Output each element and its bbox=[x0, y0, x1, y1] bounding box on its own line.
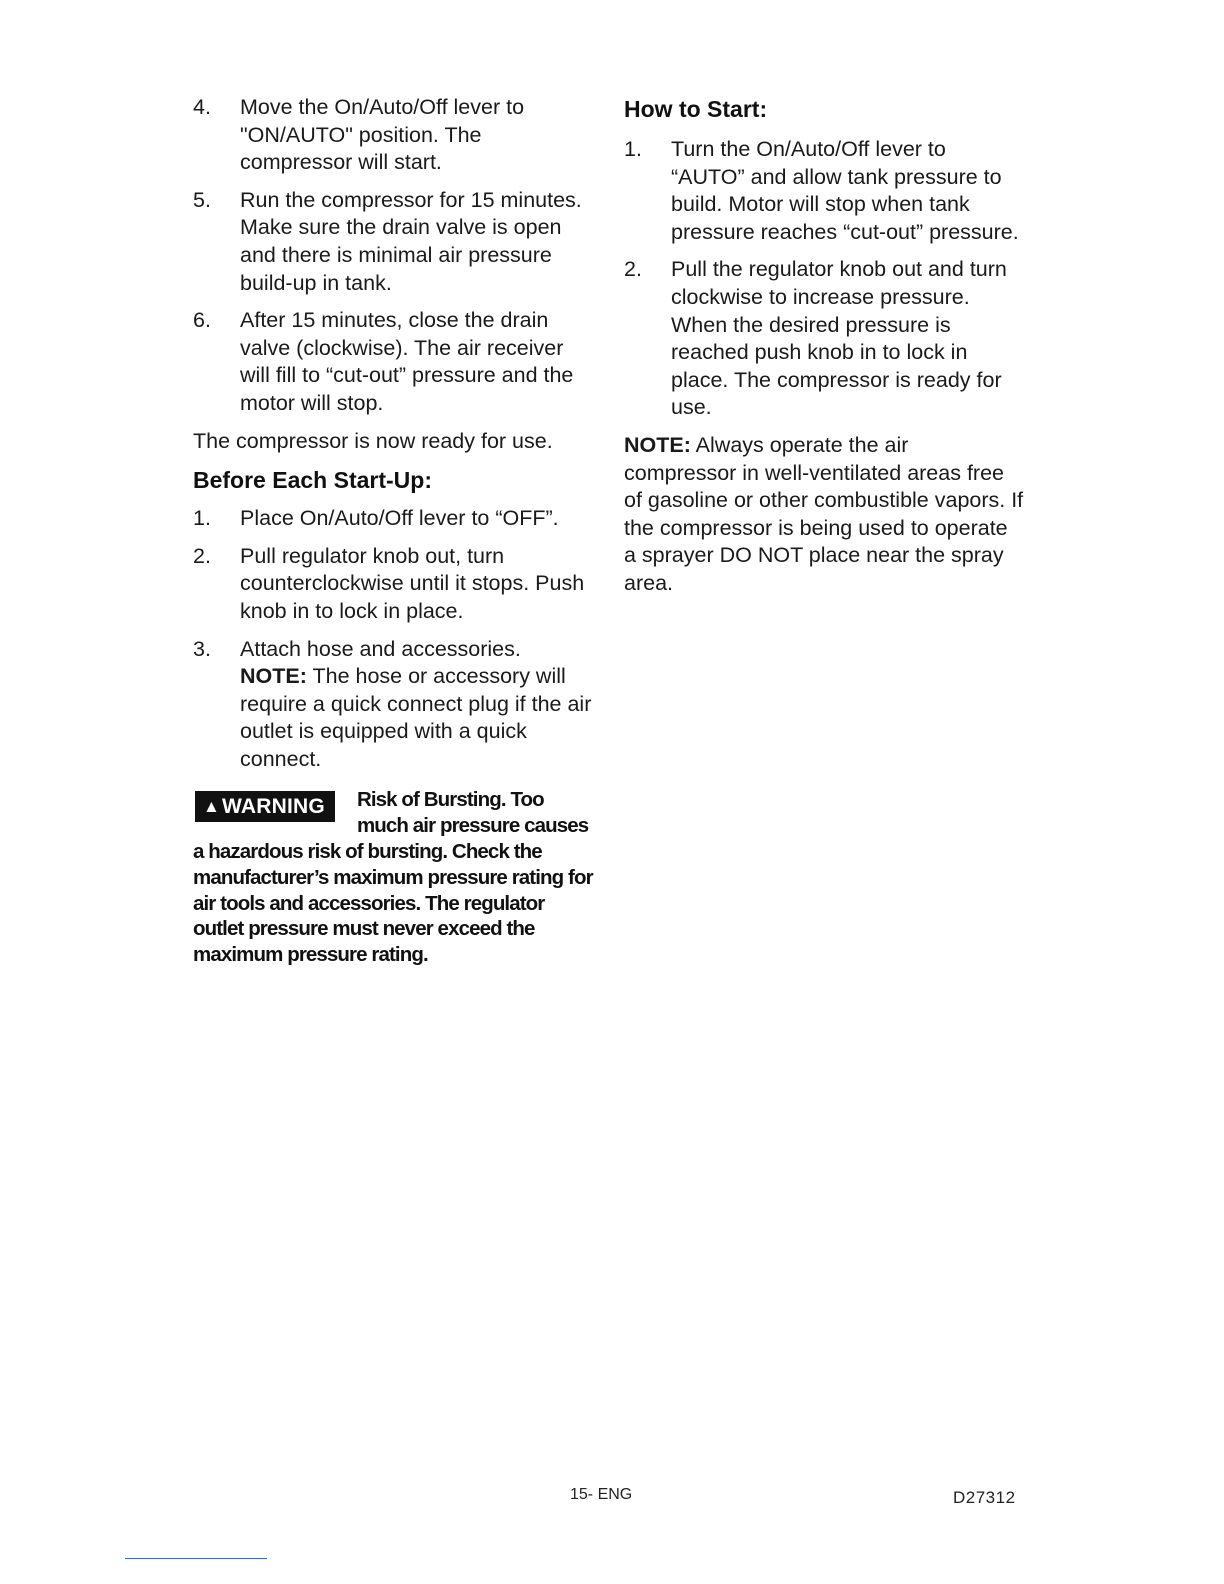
list-item bbox=[193, 636, 593, 774]
list-item bbox=[193, 187, 593, 297]
list-item bbox=[624, 136, 1024, 246]
ventilation-note bbox=[624, 432, 1024, 598]
note-label: NOTE: bbox=[624, 432, 691, 457]
step-number: 1. bbox=[193, 506, 211, 531]
warning-callout bbox=[193, 787, 593, 968]
step-number: 6. bbox=[193, 308, 211, 333]
step-number: 5. bbox=[193, 187, 211, 212]
step-text: Turn the On/Auto/Off lever to “AUTO” and allow tank pressure to build. Motor will stop when tank pressure reaches “cut-out” pressure. bbox=[671, 137, 1019, 244]
step-text: Place On/Auto/Off lever to “OFF”. bbox=[240, 506, 559, 531]
warning-badge-label: WARNING bbox=[222, 795, 325, 819]
before-start-steps-list bbox=[193, 505, 593, 773]
how-to-start-heading: How to Start: bbox=[624, 96, 768, 122]
list-item bbox=[193, 505, 593, 533]
note-text: The hose or accessory will require a quick connect plug if the air outlet is equipped with a quick connect. bbox=[240, 664, 592, 771]
step-text: Attach hose and accessories. bbox=[240, 636, 521, 661]
list-item bbox=[193, 94, 593, 177]
warning-text: Risk of Bursting. Too much air pressure causes a hazardous risk of bursting. Check the manufacturer’s maximum pressure rating for air tools and accessories. The regulator outlet pressure must never exceed the maximum pressure rating. bbox=[193, 788, 593, 967]
list-item bbox=[193, 543, 593, 626]
step-number: 2. bbox=[624, 257, 642, 282]
page-number: 15- ENG bbox=[570, 1486, 633, 1503]
step-number: 1. bbox=[624, 137, 642, 161]
step-text: Run the compressor for 15 minutes. Make sure the drain valve is open and there is minimal air pressure build-up in tank. bbox=[240, 187, 582, 295]
before-start-heading: Before Each Start-Up: bbox=[193, 467, 432, 494]
step-number: 3. bbox=[193, 636, 211, 661]
warning-triangle-icon: ▲ bbox=[203, 797, 221, 817]
note-label: NOTE: bbox=[240, 664, 307, 689]
start-steps-list bbox=[624, 136, 1024, 422]
left-column bbox=[193, 94, 593, 968]
step-number: 2. bbox=[193, 543, 211, 568]
right-column bbox=[624, 94, 1024, 608]
step-text: Pull the regulator knob out and turn clockwise to increase pressure. When the desired pressure is reached push knob in to lock in place. The compressor is ready for use. bbox=[671, 257, 1007, 420]
warning-badge bbox=[195, 791, 335, 822]
step-text: Pull regulator knob out, turn counterclockwise until it stops. Push knob in to lock in place. bbox=[240, 543, 585, 623]
initial-steps-list bbox=[193, 94, 593, 418]
note-text: Always operate the air compressor in well-ventilated areas free of gasoline or other combustible vapors. If the compressor is being used to operate a sprayer DO NOT place near the spray area. bbox=[624, 432, 1024, 595]
list-item bbox=[624, 256, 1024, 422]
step-text: After 15 minutes, close the drain valve (clockwise). The air receiver will fill to “cut-out” pressure and the motor will stop. bbox=[240, 308, 574, 415]
step-text: Move the On/Auto/Off lever to "ON/AUTO" position. The compressor will start. bbox=[240, 95, 525, 175]
document-code: D27312 bbox=[953, 1488, 1016, 1507]
list-item bbox=[193, 307, 593, 417]
step-number: 4. bbox=[193, 95, 211, 119]
ready-statement: The compressor is now ready for use. bbox=[193, 428, 553, 453]
divider bbox=[125, 1558, 267, 1559]
